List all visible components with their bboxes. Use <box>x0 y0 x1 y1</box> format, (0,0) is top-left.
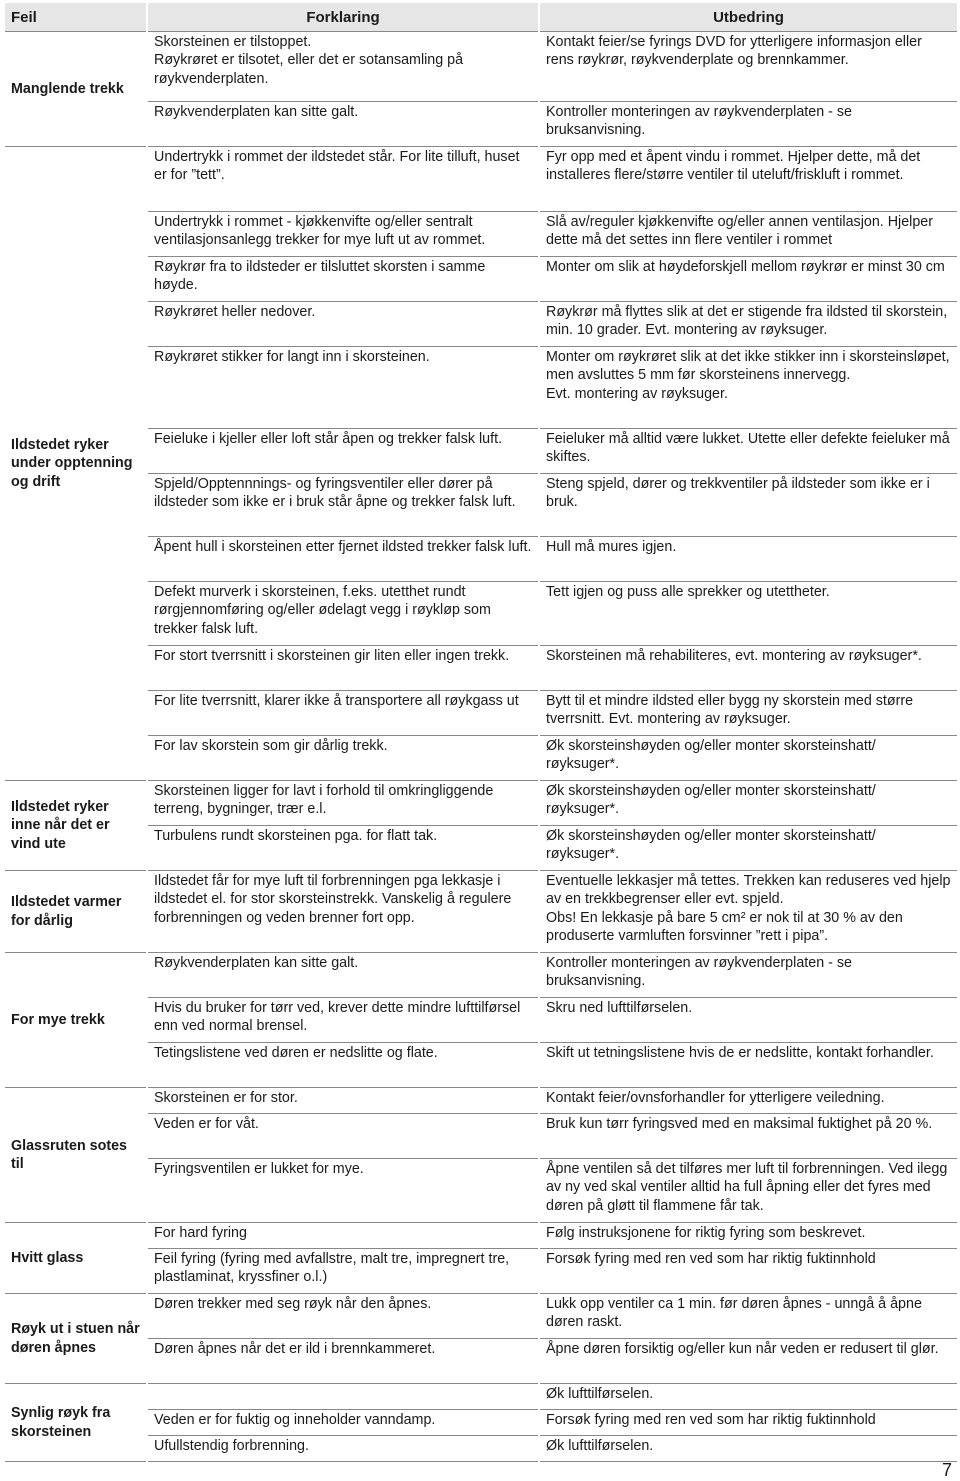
fault-cell: For mye trekk <box>5 953 146 1088</box>
table-row <box>5 1436 957 1462</box>
explanation-cell: For lite tverrsnitt, klarer ikke å transportere all røykgass ut <box>148 691 538 736</box>
table-row <box>5 953 957 998</box>
table-row <box>5 1043 957 1088</box>
table-body <box>5 32 957 1462</box>
explanation-cell: Feil fyring (fyring med avfallstre, malt tre, impregnert tre, plastlaminat, kryssfiner o.l.) <box>148 1249 538 1294</box>
remedy-cell: Forsøk fyring med ren ved som har riktig fuktinnhold <box>540 1249 957 1294</box>
remedy-cell: Hull må mures igjen. <box>540 537 957 582</box>
table-row <box>5 1249 957 1294</box>
fault-cell: Manglende trekk <box>5 32 146 147</box>
explanation-cell: Undertrykk i rommet der ildstedet står. For lite tilluft, huset er for ”tett”. <box>148 147 538 212</box>
table-row <box>5 302 957 347</box>
remedy-cell: Monter om slik at høydeforskjell mellom røykrør er minst 30 cm <box>540 257 957 302</box>
fault-cell: Glassruten sotes til <box>5 1088 146 1223</box>
table-row <box>5 102 957 147</box>
explanation-cell: Ildstedet får for mye luft til forbrenningen pga lekkasje i ildstedet el. for stor skorsteinstrekk. Vanskelig å regulere forbrenningen og veden brenner fort opp. <box>148 871 538 953</box>
remedy-cell: Kontroller monteringen av røykvenderplaten - se bruksanvisning. <box>540 102 957 147</box>
explanation-cell: For lav skorstein som gir dårlig trekk. <box>148 736 538 781</box>
header-utbedring: Utbedring <box>540 3 957 32</box>
remedy-cell: Kontakt feier/ovnsforhandler for ytterligere veiledning. <box>540 1088 957 1114</box>
table-header <box>5 3 957 32</box>
table-row <box>5 1159 957 1223</box>
table-row <box>5 582 957 646</box>
remedy-cell: Skorsteinen må rehabiliteres, evt. montering av røyksuger*. <box>540 646 957 691</box>
explanation-cell: Defekt murverk i skorsteinen, f.eks. utetthet rundt rørgjennomføring og/eller ødelagt vegg i røykløp som trekker falsk luft. <box>148 582 538 646</box>
remedy-cell: Åpne ventilen så det tilføres mer luft til forbrenningen. Ved ilegg av ny ved skal ventiler alltid ha full åpning eller det fyres med døren på gløtt til flammene får tak. <box>540 1159 957 1223</box>
remedy-cell: Øk lufttilførselen. <box>540 1384 957 1410</box>
explanation-cell: For stort tverrsnitt i skorsteinen gir liten eller ingen trekk. <box>148 646 538 691</box>
remedy-cell: Forsøk fyring med ren ved som har riktig fuktinnhold <box>540 1410 957 1436</box>
remedy-cell: Bytt til et mindre ildsted eller bygg ny skorstein med større tverrsnitt. Evt. montering av røyksuger. <box>540 691 957 736</box>
table-row <box>5 347 957 429</box>
remedy-cell: Kontroller monteringen av røykvenderplaten - se bruksanvisning. <box>540 953 957 998</box>
remedy-cell: Åpne døren forsiktig og/eller kun når veden er redusert til glør. <box>540 1339 957 1384</box>
table-row <box>5 871 957 953</box>
explanation-cell: Veden er for våt. <box>148 1114 538 1159</box>
table-row <box>5 1114 957 1159</box>
table-row <box>5 1088 957 1114</box>
remedy-cell: Øk skorsteinshøyden og/eller monter skorsteinshatt/ røyksuger*. <box>540 826 957 871</box>
table-row <box>5 826 957 871</box>
explanation-cell: Ufullstendig forbrenning. <box>148 1436 538 1462</box>
remedy-cell: Steng spjeld, dører og trekkventiler på ildsteder som ikke er i bruk. <box>540 474 957 537</box>
table-row <box>5 998 957 1043</box>
explanation-cell: Skorsteinen er for stor. <box>148 1088 538 1114</box>
fault-cell: Ildstedet ryker under opptenning og drift <box>5 147 146 781</box>
remedy-cell: Monter om røykrøret slik at det ikke stikker inn i skorsteinsløpet, men avsluttes 5 mm før skorsteinens innervegg. Evt. montering av røyksuger. <box>540 347 957 429</box>
remedy-cell: Bruk kun tørr fyringsved med en maksimal fuktighet på 20 %. <box>540 1114 957 1159</box>
header-forklaring: Forklaring <box>148 3 538 32</box>
fault-cell: Ildstedet varmer for dårlig <box>5 871 146 953</box>
table-row <box>5 429 957 474</box>
page-number: 7 <box>941 1460 952 1480</box>
explanation-cell: Røykrøret stikker for langt inn i skorsteinen. <box>148 347 538 429</box>
table-row <box>5 1410 957 1436</box>
explanation-cell: Døren trekker med seg røyk når den åpnes. <box>148 1294 538 1339</box>
explanation-cell: Fyringsventilen er lukket for mye. <box>148 1159 538 1223</box>
explanation-cell: Skorsteinen ligger for lavt i forhold til omkringliggende terreng, bygninger, trær e.l. <box>148 781 538 826</box>
table-row <box>5 646 957 691</box>
table-row <box>5 1384 957 1410</box>
explanation-cell: Røykrør fra to ildsteder er tilsluttet skorsten i samme høyde. <box>148 257 538 302</box>
table-row <box>5 147 957 212</box>
header-feil: Feil <box>5 3 146 32</box>
troubleshooting-table <box>3 3 959 1462</box>
remedy-cell: Røykrør må flyttes slik at det er stigende fra ildsted til skorstein, min. 10 grader. Evt. montering av røyksuger. <box>540 302 957 347</box>
explanation-cell <box>148 1384 538 1410</box>
remedy-cell: Øk skorsteinshøyden og/eller monter skorsteinshatt/ røyksuger*. <box>540 781 957 826</box>
explanation-cell: Døren åpnes når det er ild i brennkammeret. <box>148 1339 538 1384</box>
table-row <box>5 32 957 102</box>
remedy-cell: Fyr opp med et åpent vindu i rommet. Hjelper dette, må det installeres flere/større ventiler til uteluft/friskluft i rommet. <box>540 147 957 212</box>
table-row <box>5 474 957 537</box>
explanation-cell: Turbulens rundt skorsteinen pga. for flatt tak. <box>148 826 538 871</box>
remedy-cell: Øk lufttilførselen. <box>540 1436 957 1462</box>
remedy-cell: Tett igjen og puss alle sprekker og utettheter. <box>540 582 957 646</box>
table-row <box>5 781 957 826</box>
remedy-cell: Skru ned lufttilførselen. <box>540 998 957 1043</box>
table-row <box>5 736 957 781</box>
explanation-cell: Skorsteinen er tilstoppet. Røykrøret er tilsotet, eller det er sotansamling på røykvenderplaten. <box>148 32 538 102</box>
explanation-cell: Røykvenderplaten kan sitte galt. <box>148 953 538 998</box>
fault-cell: Hvitt glass <box>5 1223 146 1294</box>
table-row <box>5 691 957 736</box>
explanation-cell: Undertrykk i rommet - kjøkkenvifte og/eller sentralt ventilasjonsanlegg trekker for mye luft ut av rommet. <box>148 212 538 257</box>
explanation-cell: Røykrøret heller nedover. <box>148 302 538 347</box>
explanation-cell: Tetingslistene ved døren er nedslitte og flate. <box>148 1043 538 1088</box>
remedy-cell: Følg instruksjonene for riktig fyring som beskrevet. <box>540 1223 957 1249</box>
remedy-cell: Kontakt feier/se fyrings DVD for ytterligere informasjon eller rens røykrør, røykvenderplate og brennkammer. <box>540 32 957 102</box>
fault-cell: Synlig røyk fra skorsteinen <box>5 1384 146 1462</box>
explanation-cell: Røykvenderplaten kan sitte galt. <box>148 102 538 147</box>
explanation-cell: For hard fyring <box>148 1223 538 1249</box>
remedy-cell: Lukk opp ventiler ca 1 min. før døren åpnes - unngå å åpne døren raskt. <box>540 1294 957 1339</box>
table-row <box>5 1294 957 1339</box>
remedy-cell: Slå av/reguler kjøkkenvifte og/eller annen ventilasjon. Hjelper dette må det settes inn flere ventiler i rommet <box>540 212 957 257</box>
table-row <box>5 1339 957 1384</box>
remedy-cell: Øk skorsteinshøyden og/eller monter skorsteinshatt/ røyksuger*. <box>540 736 957 781</box>
table-row <box>5 1223 957 1249</box>
remedy-cell: Feieluker må alltid være lukket. Utette eller defekte feieluker må skiftes. <box>540 429 957 474</box>
explanation-cell: Hvis du bruker for tørr ved, krever dette mindre lufttilførsel enn ved normal brensel. <box>148 998 538 1043</box>
remedy-cell: Eventuelle lekkasjer må tettes. Trekken kan reduseres ved hjelp av en trekkbegrenser eller evt. spjeld. Obs! En lekkasje på bare 5 cm² er nok til at 30 % av den produserte varmluften forsvinner ”rett i pipa”. <box>540 871 957 953</box>
remedy-cell: Skift ut tetningslistene hvis de er nedslitte, kontakt forhandler. <box>540 1043 957 1088</box>
explanation-cell: Spjeld/Opptennnings- og fyringsventiler eller dører på ildsteder som ikke er i bruk står åpne og trekker falsk luft. <box>148 474 538 537</box>
table-row <box>5 257 957 302</box>
explanation-cell: Veden er for fuktig og inneholder vanndamp. <box>148 1410 538 1436</box>
table-row <box>5 212 957 257</box>
fault-cell: Ildstedet ryker inne når det er vind ute <box>5 781 146 871</box>
fault-cell: Røyk ut i stuen når døren åpnes <box>5 1294 146 1384</box>
table-row <box>5 537 957 582</box>
explanation-cell: Åpent hull i skorsteinen etter fjernet ildsted trekker falsk luft. <box>148 537 538 582</box>
explanation-cell: Feieluke i kjeller eller loft står åpen og trekker falsk luft. <box>148 429 538 474</box>
